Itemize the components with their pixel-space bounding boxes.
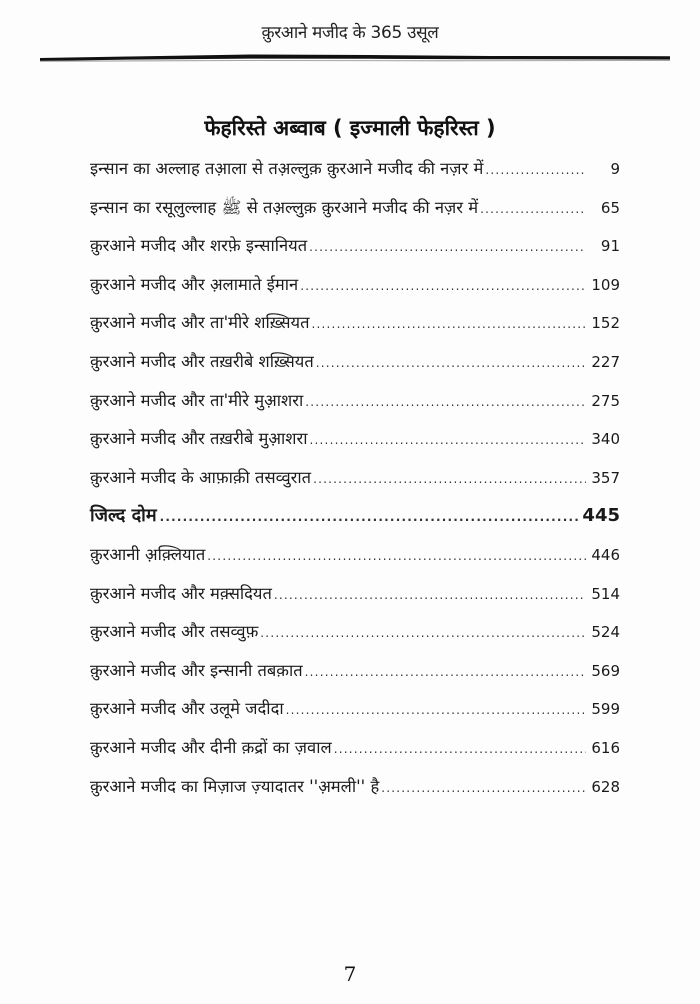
toc-entry[interactable] bbox=[90, 382, 620, 421]
running-header: क़ुरआने मजीद के 365 उसूल bbox=[261, 23, 439, 43]
dot-leader bbox=[316, 344, 586, 383]
toc-entry-title: क़ुरआने मजीद और शरफ़े इन्सानियत bbox=[90, 236, 308, 256]
toc-entry[interactable] bbox=[90, 227, 620, 266]
dot-leader bbox=[313, 460, 586, 499]
section-title: फेहरिस्ते अब्वाब ( इज्माली फेहरिस्त ) bbox=[204, 116, 496, 140]
toc-entry[interactable] bbox=[90, 266, 620, 305]
dot-leader bbox=[485, 151, 586, 190]
toc-entry-title: क़ुरआने मजीद का मिज़ाज ज़्यादातर ''अ़मली'' है bbox=[90, 776, 380, 796]
dot-leader bbox=[312, 305, 587, 344]
toc-volume-page: 445 bbox=[582, 505, 620, 527]
toc-entry[interactable] bbox=[90, 652, 620, 691]
toc-entry-title: क़ुरआने मजीद और दीनी क़द्रों का ज़वाल bbox=[90, 737, 332, 757]
toc-entry[interactable] bbox=[90, 729, 620, 768]
toc-entry-page: 109 bbox=[591, 275, 620, 294]
toc-entry[interactable] bbox=[90, 189, 620, 228]
toc-entry-title: क़ुरआने मजीद और इन्सानी तबक़ात bbox=[90, 660, 303, 680]
toc-entry-title: क़ुरआनी अ़क़्लियात bbox=[90, 544, 206, 564]
toc-entry-title: क़ुरआने मजीद और तख़रीबे मुआ़शरा bbox=[90, 429, 308, 449]
toc-entry[interactable] bbox=[90, 536, 620, 575]
toc-volume-title: जिल्द दोम bbox=[90, 505, 157, 527]
toc-entry-page: 524 bbox=[591, 623, 620, 642]
dot-leader bbox=[310, 421, 586, 460]
dot-leader bbox=[286, 691, 586, 730]
toc-entry[interactable] bbox=[90, 690, 620, 729]
toc-entry-page: 616 bbox=[591, 738, 620, 757]
dot-leader bbox=[305, 383, 586, 422]
toc-entry-page: 446 bbox=[591, 545, 620, 564]
header-rule-divider bbox=[40, 52, 670, 62]
toc-entry[interactable] bbox=[90, 150, 620, 189]
toc-entry-title: क़ुरआने मजीद के आफ़ाक़ी तसव्वुरात bbox=[90, 467, 312, 487]
toc-volume-heading[interactable] bbox=[90, 497, 620, 536]
toc-entry-title: इन्सान का रसूलुल्लाह ﷺ से तअ़ल्लुक़ क़ुरआने मजीद की नज़र में bbox=[90, 197, 479, 217]
toc-entry-title: क़ुरआने मजीद और मक़्सदियत bbox=[90, 583, 272, 603]
toc-entry-title: क़ुरआने मजीद और ता'मीरे मुआ़शरा bbox=[90, 390, 304, 410]
toc-entry-title: क़ुरआने मजीद और अ़लामाते ईमान bbox=[90, 274, 299, 294]
dot-leader bbox=[300, 267, 586, 306]
toc-entry-page: 569 bbox=[591, 661, 620, 680]
dot-leader bbox=[160, 498, 581, 537]
toc-entry-page: 628 bbox=[591, 777, 620, 796]
toc-entry-page: 340 bbox=[591, 430, 620, 449]
dot-leader bbox=[480, 190, 586, 229]
toc-entry[interactable] bbox=[90, 459, 620, 498]
toc-entry-page: 91 bbox=[600, 237, 620, 256]
toc-entry-page: 275 bbox=[591, 391, 620, 410]
dot-leader bbox=[305, 653, 586, 692]
toc-entry-page: 514 bbox=[591, 584, 620, 603]
dot-leader bbox=[207, 537, 586, 576]
dot-leader bbox=[334, 730, 586, 769]
page-number: 7 bbox=[343, 962, 357, 986]
toc-entry[interactable] bbox=[90, 768, 620, 807]
dot-leader bbox=[260, 614, 586, 653]
toc-entry[interactable] bbox=[90, 575, 620, 614]
toc-entry-title: इन्सान का अल्लाह तआ़ला से तअ़ल्लुक़ क़ुरआने मजीद की नज़र में bbox=[90, 159, 484, 178]
toc-entry[interactable] bbox=[90, 420, 620, 459]
dot-leader bbox=[274, 576, 586, 615]
toc-entry-page: 357 bbox=[591, 468, 620, 487]
dot-leader bbox=[381, 769, 586, 808]
toc-entry-page: 9 bbox=[610, 160, 620, 178]
toc-entry-title: क़ुरआने मजीद और उलूमे जदीदा bbox=[90, 699, 284, 719]
toc-entry-title: क़ुरआने मजीद और तख़रीबे शख़्सियत bbox=[90, 351, 314, 371]
toc-entry[interactable] bbox=[90, 613, 620, 652]
toc-entry[interactable] bbox=[90, 343, 620, 382]
toc-entry-page: 227 bbox=[591, 352, 620, 371]
toc-entry-page: 152 bbox=[591, 314, 620, 333]
toc-entry[interactable] bbox=[90, 304, 620, 343]
toc-entry-title: क़ुरआने मजीद और ता'मीरे शख़्सियत bbox=[90, 313, 310, 333]
toc-entry-page: 65 bbox=[600, 198, 620, 217]
table-of-contents bbox=[90, 150, 620, 806]
dot-leader bbox=[309, 228, 586, 267]
toc-entry-page: 599 bbox=[591, 700, 620, 719]
toc-entry-title: क़ुरआने मजीद और तसव्वुफ़ bbox=[90, 622, 259, 642]
